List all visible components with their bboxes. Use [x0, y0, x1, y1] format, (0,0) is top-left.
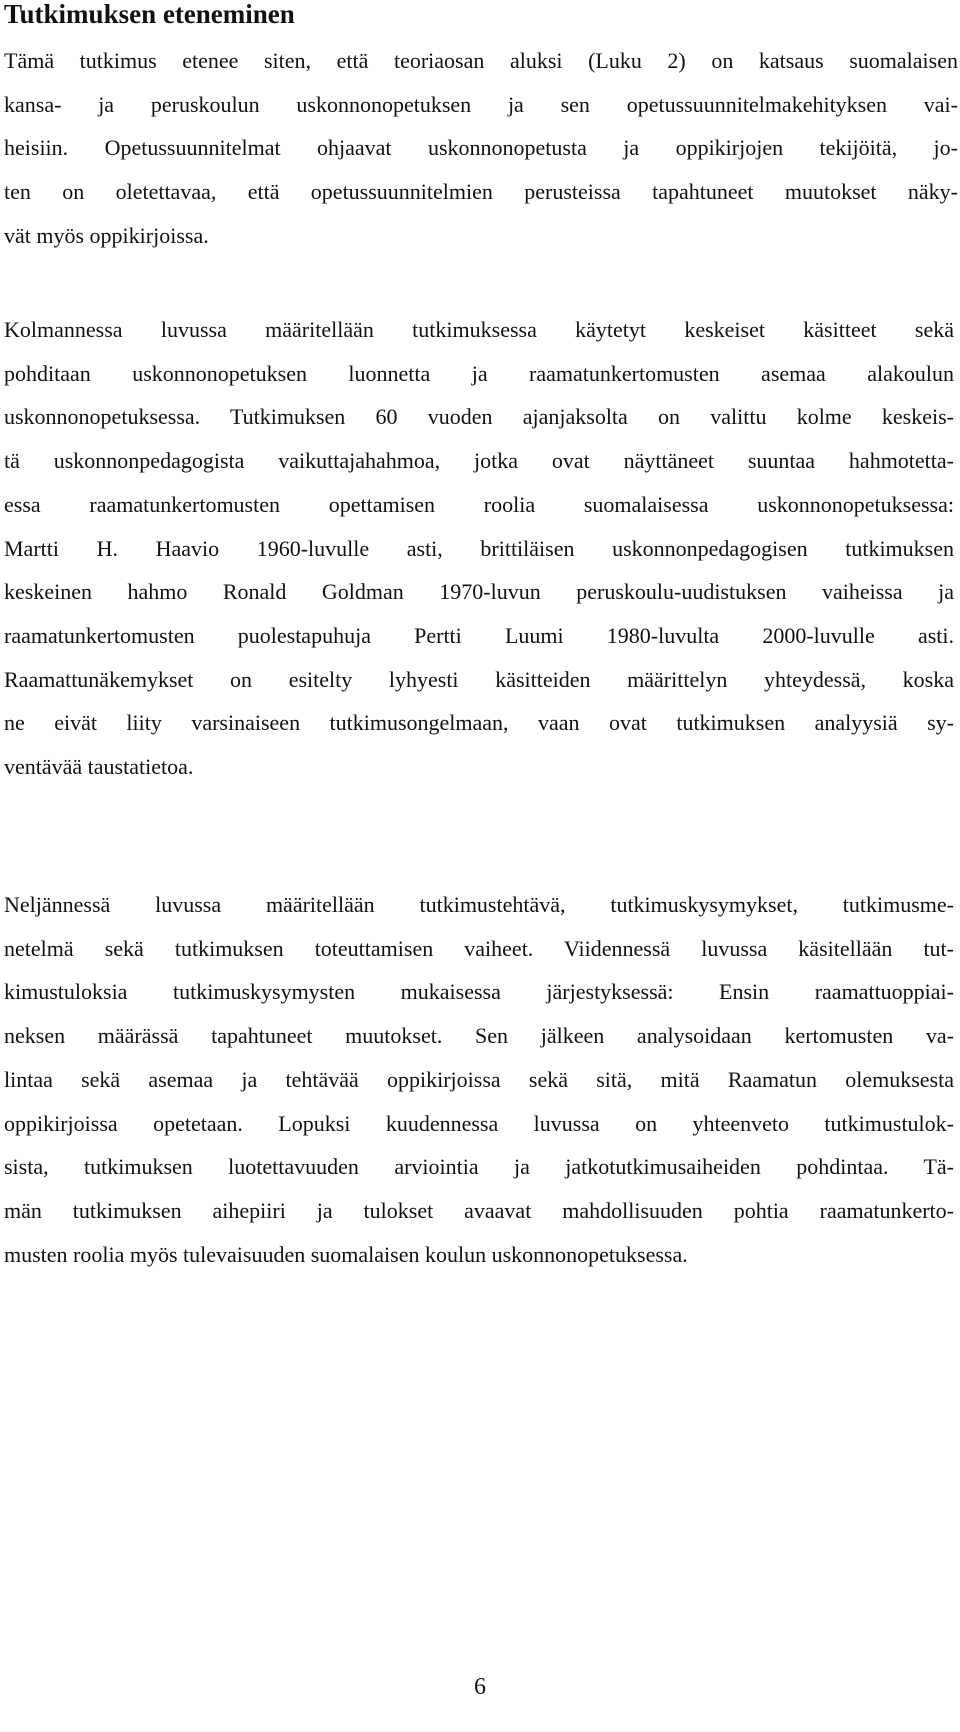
paragraph-line: raamatunkertomusten puolestapuhuja Pertti Luumi 1980-luvulta 2000-luvulle asti. [4, 622, 954, 648]
paragraph-line: pohditaan uskonnonopetuksen luonnetta ja raamatunkertomusten asemaa alakoulun [4, 360, 954, 386]
paragraph-line: kansa- ja peruskoulun uskonnonopetuksen ja sen opetussuunnitelmakehityksen vai- [4, 91, 958, 117]
paragraph-1 [4, 39, 958, 258]
paragraph-line: Neljännessä luvussa määritellään tutkimustehtävä, tutkimuskysymykset, tutkimusme- [4, 892, 954, 917]
page-number: 6 [474, 1674, 486, 1700]
paragraph-line: Tämä tutkimus etenee siten, että teoriaosan aluksi (Luku 2) on katsaus suomalaisen [4, 48, 958, 73]
paragraph-line: Raamattunäkemykset on esitelty lyhyesti käsitteiden määrittelyn yhteydessä, koska [4, 666, 954, 692]
section-heading: Tutkimuksen eteneminen [4, 0, 295, 29]
paragraph-line: sista, tutkimuksen luotettavuuden arviointia ja jatkotutkimusaiheiden pohdintaa. Tä- [4, 1154, 954, 1180]
paragraph-3 [4, 883, 954, 1276]
paragraph-line: tä uskonnonpedagogista vaikuttajahahmoa, jotka ovat näyttäneet suuntaa hahmotetta- [4, 448, 954, 474]
paragraph-2 [4, 308, 954, 789]
paragraph-line: keskeinen hahmo Ronald Goldman 1970-luvun peruskoulu-uudistuksen vaiheissa ja [4, 579, 954, 605]
paragraph-line: uskonnonopetuksessa. Tutkimuksen 60 vuoden ajanjaksolta on valittu kolme keskeis- [4, 404, 954, 430]
paragraph-line: heisiin. Opetussuunnitelmat ohjaavat uskonnonopetusta ja oppikirjojen tekijöitä, jo- [4, 135, 958, 161]
paragraph-line: vät myös oppikirjoissa. [4, 222, 209, 248]
paragraph-line: oppikirjoissa opetetaan. Lopuksi kuudennessa luvussa on yhteenveto tutkimustulok- [4, 1110, 954, 1136]
paragraph-line: män tutkimuksen aihepiiri ja tulokset avaavat mahdollisuuden pohtia raamatunkerto- [4, 1197, 954, 1223]
paragraph-line: Martti H. Haavio 1960-luvulle asti, brittiläisen uskonnonpedagogisen tutkimuksen [4, 535, 954, 561]
paragraph-line: ten on oletettavaa, että opetussuunnitelmien perusteissa tapahtuneet muutokset näky- [4, 179, 958, 205]
paragraph-line: essa raamatunkertomusten opettamisen roolia suomalaisessa uskonnonopetuksessa: [4, 491, 954, 517]
paragraph-line: netelmä sekä tutkimuksen toteuttamisen vaiheet. Viidennessä luvussa käsitellään tut- [4, 935, 954, 961]
paragraph-line: Kolmannessa luvussa määritellään tutkimuksessa käytetyt keskeiset käsitteet sekä [4, 317, 954, 342]
paragraph-line: lintaa sekä asemaa ja tehtävää oppikirjoissa sekä sitä, mitä Raamatun olemuksesta [4, 1066, 954, 1092]
paragraph-line: ne eivät liity varsinaiseen tutkimusongelmaan, vaan ovat tutkimuksen analyysiä sy- [4, 710, 954, 736]
paragraph-line: musten roolia myös tulevaisuuden suomalaisen koulun uskonnonopetuksessa. [4, 1241, 688, 1267]
paragraph-line: ventävää taustatietoa. [4, 754, 194, 780]
paragraph-line: kimustuloksia tutkimuskysymysten mukaisessa järjestyksessä: Ensin raamattuoppiai- [4, 979, 954, 1005]
paragraph-line: neksen määrässä tapahtuneet muutokset. Sen jälkeen analysoidaan kertomusten va- [4, 1023, 954, 1049]
